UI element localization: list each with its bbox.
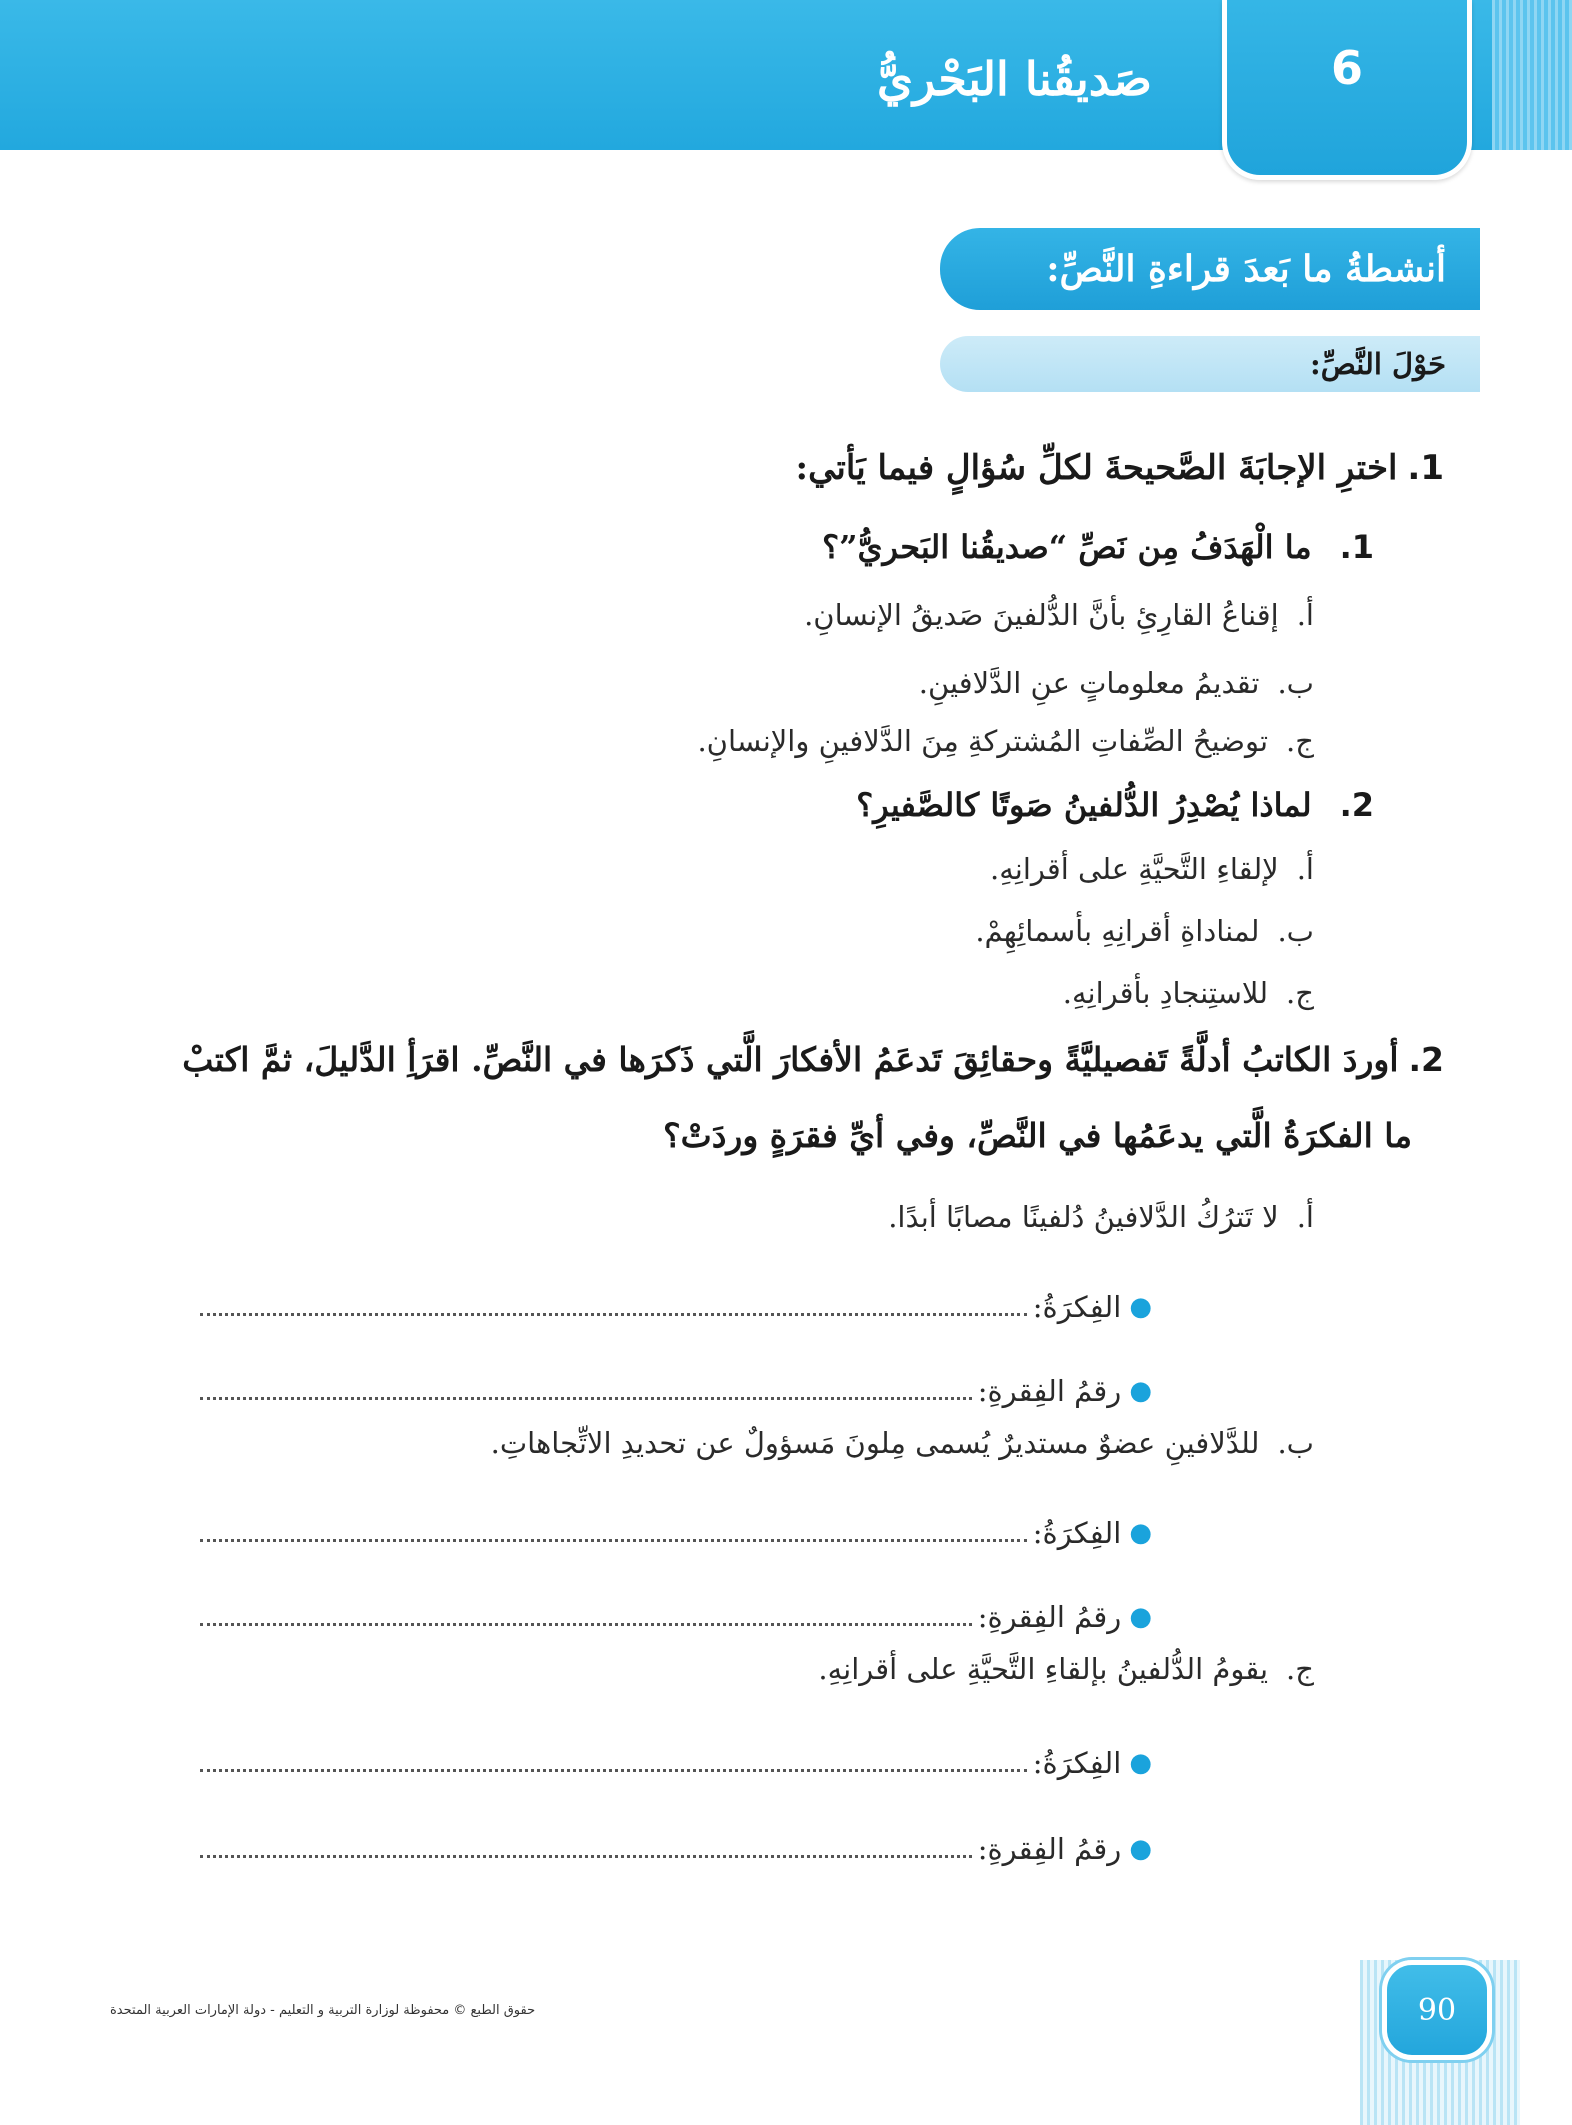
- subquestion-number: 2.: [1339, 786, 1374, 824]
- option-2c: [1063, 976, 1314, 1010]
- section-header: [940, 228, 1480, 310]
- paragraph-label: رقمُ الفِقرةِ:: [977, 1832, 1122, 1866]
- answer-row-a-paragraph: [200, 1366, 1152, 1408]
- bullet-icon: ●: [1129, 1834, 1152, 1864]
- question-2: [182, 1040, 1444, 1079]
- lesson-number: 6: [1331, 40, 1364, 95]
- answer-row-c-idea: [200, 1738, 1152, 1780]
- subquestion-2: [856, 786, 1374, 824]
- option-1b: [919, 666, 1314, 700]
- evidence-a: [888, 1200, 1314, 1234]
- idea-answer-line-b[interactable]: [200, 1539, 1027, 1542]
- idea-answer-line-c[interactable]: [200, 1769, 1027, 1772]
- page-number-badge: [1382, 1960, 1492, 2060]
- evidence-letter: ب.: [1277, 1426, 1314, 1460]
- subsection-title: حَوْلَ النَّصِّ:: [1310, 347, 1446, 381]
- option-text: لإلقاءِ التَّحيَّةِ على أقرانِهِ.: [989, 852, 1279, 886]
- option-text: توضيحُ الصِّفاتِ المُشتركةِ مِنَ الدَّلافينِ والإنسانِ.: [697, 724, 1269, 758]
- paragraph-answer-line-a[interactable]: [200, 1397, 972, 1400]
- answer-label: [978, 1374, 1152, 1408]
- evidence-text: للدَّلافينِ عضوٌ مستديرٌ يُسمى مِلونَ مَسؤولٌ عن تحديدِ الاتِّجاهاتِ.: [490, 1426, 1260, 1460]
- answer-row-c-paragraph: [200, 1824, 1152, 1866]
- answer-label: [1033, 1746, 1152, 1780]
- answer-label: [1033, 1290, 1152, 1324]
- copyright-note: حقوق الطبع © محفوظة لوزارة التربية و التعليم - دولة الإمارات العربية المتحدة: [110, 2003, 536, 2018]
- question-number: 2.: [1408, 1040, 1444, 1079]
- bullet-icon: ●: [1129, 1292, 1152, 1322]
- bullet-icon: ●: [1129, 1602, 1152, 1632]
- answer-row-a-idea: [200, 1282, 1152, 1324]
- evidence-c: [818, 1652, 1314, 1686]
- answer-label: [978, 1832, 1152, 1866]
- option-1c: [697, 724, 1314, 758]
- header-pattern: [1492, 0, 1572, 150]
- evidence-text: يقومُ الدُّلفينُ بإلقاءِ التَّحيَّةِ على أقرانِهِ.: [818, 1652, 1269, 1686]
- evidence-text: لا تَترُكُ الدَّلافينُ دُلفينًا مصابًا أبدًا.: [888, 1200, 1279, 1234]
- bullet-icon: ●: [1129, 1376, 1152, 1406]
- answer-label: [978, 1600, 1152, 1634]
- option-text: تقديمُ معلوماتٍ عنِ الدَّلافينِ.: [918, 666, 1260, 700]
- subquestion-1: [822, 528, 1374, 566]
- idea-label: الفِكرَةُ:: [1032, 1516, 1122, 1550]
- option-text: إقناعُ القارِئِ بأنَّ الدُّلفينَ صَديقُ الإنسانِ.: [804, 598, 1279, 632]
- answer-row-b-idea: [200, 1508, 1152, 1550]
- option-2b: [975, 914, 1314, 948]
- bullet-icon: ●: [1129, 1748, 1152, 1778]
- option-2a: [990, 852, 1314, 886]
- question-text: اخترِ الإجابَةَ الصَّحيحةَ لكلِّ سُؤالٍ فيما يَأتي:: [795, 448, 1398, 488]
- option-letter: أ.: [1296, 852, 1314, 886]
- evidence-b: [491, 1426, 1314, 1460]
- option-text: لمناداةِ أقرانِهِ بأسمائِهِمْ.: [975, 914, 1260, 948]
- lesson-title: صَديقُنا البَحْريُّ: [877, 52, 1152, 106]
- paragraph-label: رقمُ الفِقرةِ:: [977, 1600, 1122, 1634]
- subsection-header: [940, 336, 1480, 392]
- idea-answer-line-a[interactable]: [200, 1313, 1027, 1316]
- answer-row-b-paragraph: [200, 1592, 1152, 1634]
- question-1: [796, 448, 1444, 488]
- option-letter: ج.: [1286, 976, 1314, 1010]
- evidence-letter: ج.: [1286, 1652, 1314, 1686]
- question-text-line1: أوردَ الكاتبُ أدلَّةً تَفصيليَّةً وحقائِقَ تَدعَمُ الأفكارَ الَّتي ذَكرَها في النَّصِّ. اقرَأِ الدَّليلَ، ثمَّ اكتبْ: [182, 1040, 1399, 1079]
- option-letter: أ.: [1296, 598, 1314, 632]
- question-number: 1.: [1407, 448, 1444, 488]
- evidence-letter: أ.: [1296, 1200, 1314, 1234]
- idea-label: الفِكرَةُ:: [1032, 1746, 1122, 1780]
- option-letter: ب.: [1277, 914, 1314, 948]
- question-2-line2: ما الفكرَةُ الَّتي يدعَمُها في النَّصِّ، وفي أيِّ فقرَةٍ وردَتْ؟: [663, 1116, 1412, 1155]
- paragraph-label: رقمُ الفِقرةِ:: [977, 1374, 1122, 1408]
- option-letter: ج.: [1286, 724, 1314, 758]
- option-1a: [804, 598, 1314, 632]
- bullet-icon: ●: [1129, 1518, 1152, 1548]
- paragraph-answer-line-c[interactable]: [200, 1855, 972, 1858]
- option-letter: ب.: [1277, 666, 1314, 700]
- page-number: 90: [1417, 1992, 1457, 2028]
- subquestion-text: لماذا يُصْدِرُ الدُّلفينُ صَوتًا كالصَّفيرِ؟: [856, 786, 1312, 824]
- subquestion-number: 1.: [1339, 528, 1374, 566]
- option-text: للاستِنجادِ بأقرانِهِ.: [1062, 976, 1269, 1010]
- idea-label: الفِكرَةُ:: [1032, 1290, 1122, 1324]
- subquestion-text: ما الْهَدَفُ مِن نَصِّ “صديقُنا البَحريُّ”؟: [822, 528, 1312, 566]
- answer-label: [1033, 1516, 1152, 1550]
- paragraph-answer-line-b[interactable]: [200, 1623, 972, 1626]
- lesson-number-tab: [1222, 0, 1472, 180]
- section-title: أنشطةُ ما بَعدَ قراءةِ النَّصِّ:: [1046, 248, 1446, 290]
